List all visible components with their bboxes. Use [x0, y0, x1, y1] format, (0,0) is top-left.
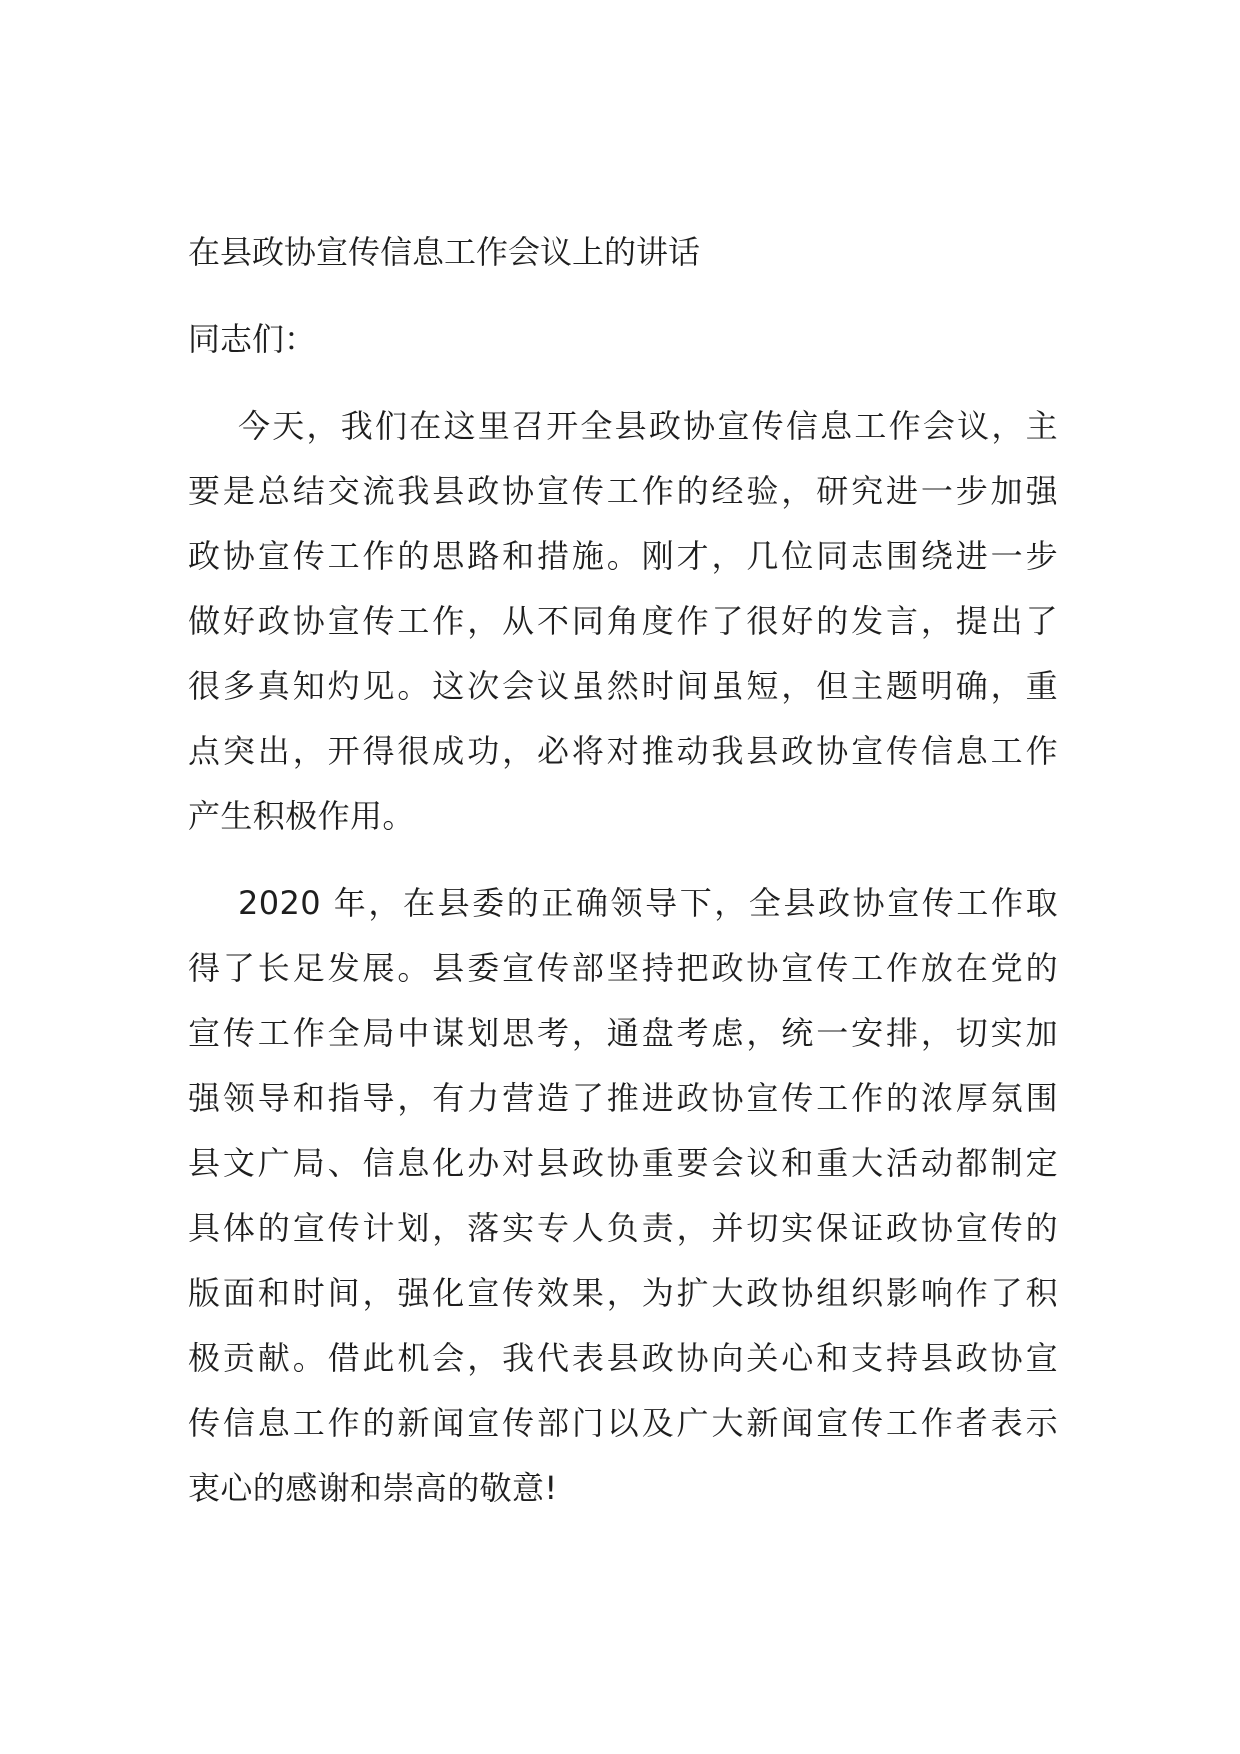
paragraph-line: 做好政协宣传工作，从不同角度作了很好的发言，提出了: [188, 602, 1058, 640]
paragraph-line: 传信息工作的新闻宣传部门以及广大新闻宣传工作者表示: [188, 1404, 1058, 1442]
paragraph-2: [188, 871, 1058, 1521]
document-body: [188, 220, 1058, 1543]
paragraph-line: 衷心的感谢和崇高的敬意!: [188, 1469, 558, 1507]
paragraph-1: [188, 394, 1058, 849]
paragraph-line: 得了长足发展。县委宣传部坚持把政协宣传工作放在党的: [188, 949, 1058, 987]
paragraph-line: 产生积极作用。: [188, 797, 415, 835]
paragraph-line: 很多真知灼见。这次会议虽然时间虽短，但主题明确，重: [188, 667, 1058, 705]
paragraph-line: 宣传工作全局中谋划思考，通盘考虑，统一安排，切实加: [188, 1014, 1058, 1052]
salutation: 同志们：: [188, 320, 317, 358]
paragraph-line: 强领导和指导，有力营造了推进政协宣传工作的浓厚氛围: [188, 1079, 1058, 1117]
paragraph-line: 点突出，开得很成功，必将对推动我县政协宣传信息工作: [188, 732, 1058, 770]
document-title: 在县政协宣传信息工作会议上的讲话: [188, 233, 701, 271]
paragraph-line: 县文广局、信息化办对县政协重要会议和重大活动都制定: [188, 1144, 1058, 1182]
paragraph-line: 2020 年，在县委的正确领导下，全县政协宣传工作取: [238, 884, 1058, 922]
paragraph-line: 今天，我们在这里召开全县政协宣传信息工作会议，主: [238, 407, 1058, 445]
paragraph-line: 版面和时间，强化宣传效果，为扩大政协组织影响作了积: [188, 1274, 1058, 1312]
paragraph-line: 具体的宣传计划，落实专人负责，并切实保证政协宣传的: [188, 1209, 1058, 1247]
paragraph-line: 政协宣传工作的思路和措施。刚才，几位同志围绕进一步: [188, 537, 1058, 575]
paragraph-line: 要是总结交流我县政协宣传工作的经验，研究进一步加强: [188, 472, 1058, 510]
paragraph-line: 极贡献。借此机会，我代表县政协向关心和支持县政协宣: [188, 1339, 1058, 1377]
